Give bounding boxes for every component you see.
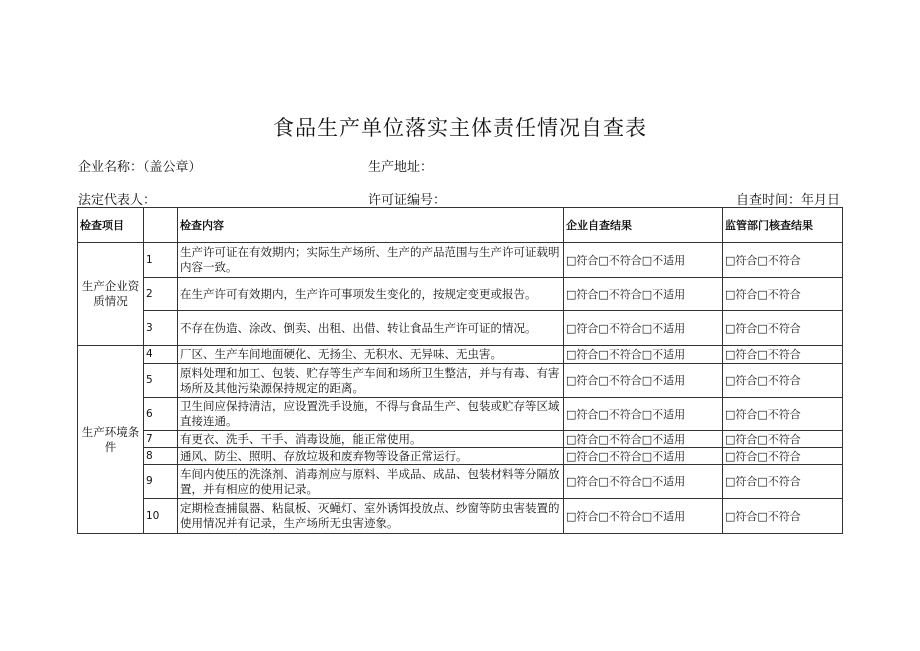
- self-check-options[interactable]: □符合□不符合□不适用: [564, 499, 723, 534]
- supervisor-check-options[interactable]: □符合□不符合: [723, 346, 843, 364]
- category-environment: 生产环境条件: [78, 346, 144, 534]
- row-content: 通风、防尘、照明、存放垃圾和废弃物等设备正常运行。: [178, 448, 564, 465]
- row-number: 8: [144, 448, 178, 465]
- self-check-options[interactable]: □符合□不符合□不适用: [564, 398, 723, 431]
- row-content: 卫生间应保持清洁，应设置洗手设施，不得与食品生产、包装或贮存等区域直接连通。: [178, 398, 564, 431]
- company-name-label: 企业名称：（盖公章）: [78, 160, 202, 175]
- row-number: 2: [144, 278, 178, 311]
- supervisor-check-options[interactable]: □符合□不符合: [723, 278, 843, 311]
- table-row: [78, 499, 843, 534]
- supervisor-check-options[interactable]: □符合□不符合: [723, 398, 843, 431]
- check-time-label: 自查时间：年月日: [735, 193, 840, 208]
- self-check-options[interactable]: □符合□不符合□不适用: [564, 364, 723, 398]
- license-number-label: 许可证编号：: [368, 193, 447, 208]
- row-content: 厂区、生产车间地面硬化、无扬尘、无积水、无异味、无虫害。: [178, 346, 564, 364]
- row-content: 不存在伪造、涂改、倒卖、出租、出借、转让食品生产许可证的情况。: [178, 311, 564, 346]
- table-row: [78, 346, 843, 364]
- self-check-options[interactable]: □符合□不符合□不适用: [564, 311, 723, 346]
- header-supervisor-result: 监管部门核查结果: [723, 208, 843, 243]
- header-check-content: 检查内容: [178, 208, 564, 243]
- supervisor-check-options[interactable]: □符合□不符合: [723, 448, 843, 465]
- table-row: [78, 465, 843, 499]
- supervisor-check-options[interactable]: □符合□不符合: [723, 243, 843, 278]
- table-row: [78, 278, 843, 311]
- supervisor-check-options[interactable]: □符合□不符合: [723, 364, 843, 398]
- supervisor-check-options[interactable]: □符合□不符合: [723, 499, 843, 534]
- row-number: 5: [144, 364, 178, 398]
- table-row: [78, 448, 843, 465]
- table-row: [78, 243, 843, 278]
- category-qualification: 生产企业资质情况: [78, 243, 144, 346]
- row-number: 10: [144, 499, 178, 534]
- self-check-table: [77, 207, 843, 534]
- row-content: 生产许可证在有效期内；实际生产场所、生产的产品范围与生产许可证载明内容一致。: [178, 243, 564, 278]
- self-check-options[interactable]: □符合□不符合□不适用: [564, 448, 723, 465]
- self-check-options[interactable]: □符合□不符合□不适用: [564, 431, 723, 448]
- table-row: [78, 364, 843, 398]
- row-content: 车间内使压的洗涤剂、消毒剂应与原料、半成品、成品、包装材料等分隔放置，并有相应的使用记录。: [178, 465, 564, 499]
- table-row: [78, 431, 843, 448]
- production-address-label: 生产地址：: [368, 160, 434, 175]
- legal-representative-label: 法定代表人：: [78, 193, 157, 208]
- header-number-blank: [144, 208, 178, 243]
- self-check-options[interactable]: □符合□不符合□不适用: [564, 243, 723, 278]
- supervisor-check-options[interactable]: □符合□不符合: [723, 465, 843, 499]
- self-check-options[interactable]: □符合□不符合□不适用: [564, 278, 723, 311]
- page-title: 食品生产单位落实主体责任情况自查表: [273, 116, 647, 140]
- row-content: 定期检查捕鼠器、粘鼠板、灭蝇灯、室外诱饵投放点、纱窗等防虫害装置的使用情况并有记录，生产场所无虫害迹象。: [178, 499, 564, 534]
- self-check-options[interactable]: □符合□不符合□不适用: [564, 465, 723, 499]
- row-number: 7: [144, 431, 178, 448]
- supervisor-check-options[interactable]: □符合□不符合: [723, 311, 843, 346]
- row-content: 在生产许可有效期内，生产许可事项发生变化的，按规定变更或报告。: [178, 278, 564, 311]
- table-row: [78, 398, 843, 431]
- row-content: 有更衣、洗手、干手、消毒设施，能正常使用。: [178, 431, 564, 448]
- table-header-row: [78, 208, 843, 243]
- header-check-item: 检查项目: [78, 208, 144, 243]
- row-number: 1: [144, 243, 178, 278]
- self-check-options[interactable]: □符合□不符合□不适用: [564, 346, 723, 364]
- row-number: 4: [144, 346, 178, 364]
- supervisor-check-options[interactable]: □符合□不符合: [723, 431, 843, 448]
- table-row: [78, 311, 843, 346]
- row-number: 9: [144, 465, 178, 499]
- row-number: 3: [144, 311, 178, 346]
- header-self-check-result: 企业自查结果: [564, 208, 723, 243]
- row-number: 6: [144, 398, 178, 431]
- row-content: 原料处理和加工、包装、贮存等生产车间和场所卫生整洁，并与有毒、有害场所及其他污染源保持规定的距离。: [178, 364, 564, 398]
